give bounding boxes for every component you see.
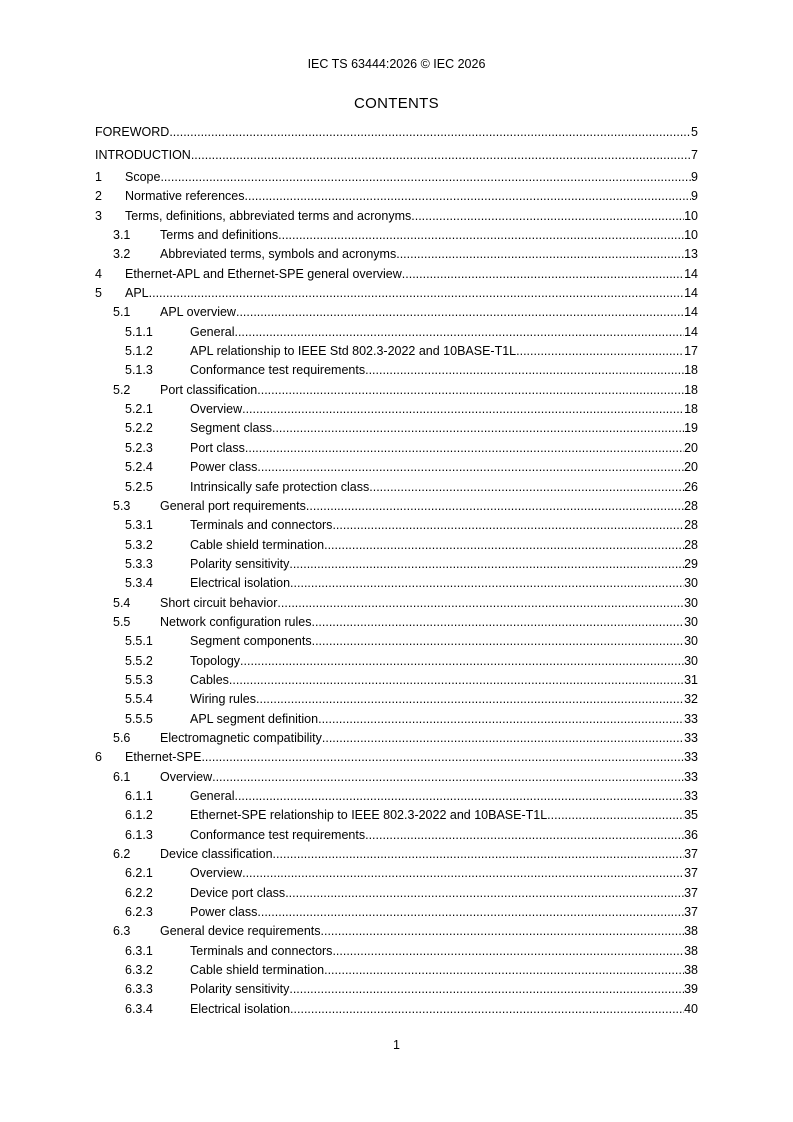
- toc-entry[interactable]: [95, 944, 698, 963]
- toc-entry-number: 6.3.1: [125, 943, 153, 958]
- toc-entry-number: 6.3.4: [125, 1001, 153, 1016]
- toc-entry-number: 6.2.2: [125, 885, 153, 900]
- toc-entry-page: 37: [684, 847, 698, 862]
- toc-entry-page: 28: [684, 537, 698, 552]
- toc-entry-number: 5.5.1: [125, 634, 153, 649]
- toc-entry-title: Wiring rules: [190, 692, 256, 707]
- toc-entry-number: 5.2.2: [125, 421, 153, 436]
- toc-entry-page: 20: [684, 460, 698, 475]
- toc-dot-leader: [322, 731, 684, 745]
- toc-entry[interactable]: [95, 576, 698, 595]
- toc-entry-page: 30: [684, 634, 698, 649]
- toc-entry-number: 5.6: [113, 730, 131, 745]
- toc-entry-title: Topology: [190, 653, 241, 668]
- toc-entry[interactable]: [95, 148, 698, 171]
- toc-entry-page: 37: [684, 885, 698, 900]
- toc-dot-leader: [402, 267, 684, 281]
- toc-entry-number: 4: [95, 266, 102, 281]
- toc-entry[interactable]: [95, 286, 698, 305]
- toc-entry[interactable]: [95, 538, 698, 557]
- toc-entry-title: Terms and definitions: [160, 228, 279, 243]
- toc-entry-title: Port classification: [160, 382, 258, 397]
- toc-entry-title: Abbreviated terms, symbols and acronyms: [160, 247, 397, 262]
- toc-entry-page: 37: [684, 866, 698, 881]
- toc-entry-number: 6.1.3: [125, 827, 153, 842]
- toc-entry[interactable]: [95, 189, 698, 208]
- toc-entry-number: 5.3.2: [125, 537, 153, 552]
- toc-dot-leader: [234, 789, 684, 803]
- toc-entry-title: Overview: [160, 769, 213, 784]
- toc-entry-title: Overview: [190, 866, 243, 881]
- toc-entry-number: 5.5.4: [125, 692, 153, 707]
- toc-entry-page: 35: [684, 808, 698, 823]
- toc-entry[interactable]: [95, 383, 698, 402]
- toc-entry-page: 28: [684, 498, 698, 513]
- toc-entry-page: 32: [684, 692, 698, 707]
- toc-entry[interactable]: [95, 460, 698, 479]
- toc-entry-page: 18: [684, 363, 698, 378]
- toc-entry-number: 5.2.3: [125, 440, 153, 455]
- toc-entry-page: 17: [684, 344, 698, 359]
- toc-entry-number: 5.1.2: [125, 344, 153, 359]
- toc-entry-number: 5: [95, 286, 102, 301]
- toc-entry[interactable]: [95, 770, 698, 789]
- toc-entry-number: 6.3.3: [125, 982, 153, 997]
- toc-entry-number: 3.2: [113, 247, 131, 262]
- toc-entry[interactable]: [95, 847, 698, 866]
- toc-entry-page: 29: [684, 556, 698, 571]
- toc-entry[interactable]: [95, 344, 698, 363]
- document-header: IEC TS 63444:2026 © IEC 2026: [307, 57, 486, 71]
- toc-entry-number: 6.2: [113, 847, 131, 862]
- toc-entry[interactable]: [95, 654, 698, 673]
- page-title: CONTENTS: [354, 95, 439, 112]
- toc-entry-title: Device port class: [190, 885, 286, 900]
- toc-entry-page: 39: [684, 982, 698, 997]
- toc-entry-number: 5.5.2: [125, 653, 153, 668]
- toc-entry-title: Cables: [190, 672, 229, 687]
- toc-entry-title: Ethernet-SPE relationship to IEEE 802.3-2022 and 10BASE-T1L: [190, 808, 548, 823]
- toc-entry-number: 5.1: [113, 305, 131, 320]
- toc-entry[interactable]: [95, 402, 698, 421]
- toc-entry-title: General: [190, 324, 235, 339]
- toc-dot-leader: [242, 866, 684, 880]
- toc-dot-leader: [278, 228, 684, 242]
- toc-dot-leader: [290, 1002, 684, 1016]
- toc-entry-page: 26: [684, 479, 698, 494]
- toc-entry[interactable]: [95, 596, 698, 615]
- toc-dot-leader: [332, 518, 684, 532]
- toc-entry-page: 38: [684, 924, 698, 939]
- toc-entry-title: Conformance test requirements: [190, 827, 366, 842]
- toc-entry-number: 5.2.5: [125, 479, 153, 494]
- toc-dot-leader: [516, 344, 684, 358]
- toc-entry[interactable]: [95, 557, 698, 576]
- toc-entry[interactable]: [95, 750, 698, 769]
- toc-entry-title: Ethernet-SPE: [125, 750, 202, 765]
- toc-entry-page: 7: [691, 147, 698, 162]
- toc-entry[interactable]: [95, 673, 698, 692]
- toc-entry-title: Terminals and connectors: [190, 943, 333, 958]
- toc-dot-leader: [290, 576, 684, 590]
- toc-entry[interactable]: [95, 305, 698, 324]
- toc-dot-leader: [324, 538, 684, 552]
- toc-entry-number: 5.2.1: [125, 402, 153, 417]
- toc-entry[interactable]: [95, 828, 698, 847]
- toc-entry-page: 33: [684, 789, 698, 803]
- toc-entry-page: 10: [684, 228, 698, 243]
- toc-entry-title: Segment components: [190, 634, 312, 649]
- toc-entry-number: 5.5.3: [125, 672, 153, 687]
- toc-entry-title: Terminals and connectors: [190, 518, 333, 533]
- toc-dot-leader: [321, 924, 685, 938]
- toc-dot-leader: [289, 557, 684, 571]
- toc-dot-leader: [277, 596, 684, 610]
- toc-dot-leader: [257, 905, 684, 919]
- toc-entry[interactable]: [95, 267, 698, 286]
- toc-entry-page: 30: [684, 614, 698, 629]
- toc-entry-title: Cable shield termination: [190, 537, 325, 552]
- toc-entry-number: 5.3: [113, 498, 131, 513]
- toc-entry-number: 5.1.3: [125, 363, 153, 378]
- toc-entry-page: 5: [691, 125, 698, 139]
- table-of-contents: [95, 125, 698, 1021]
- toc-entry-title: Polarity sensitivity: [190, 982, 290, 997]
- toc-entry-title: Power class: [190, 460, 258, 475]
- toc-dot-leader: [285, 886, 684, 900]
- toc-entry-number: 6.1.1: [125, 789, 153, 803]
- toc-dot-leader: [311, 615, 684, 629]
- toc-dot-leader: [369, 480, 684, 494]
- toc-dot-leader: [245, 441, 684, 455]
- toc-entry-page: 13: [684, 247, 698, 262]
- toc-dot-leader: [256, 692, 684, 706]
- toc-entry[interactable]: [95, 1002, 698, 1021]
- toc-entry-number: 5.3.1: [125, 518, 153, 533]
- toc-dot-leader: [365, 363, 684, 377]
- toc-entry-title: APL segment definition: [190, 711, 319, 726]
- toc-entry-title: Intrinsically safe protection class: [190, 479, 370, 494]
- toc-dot-leader: [257, 460, 684, 474]
- toc-entry-number: 6: [95, 750, 102, 765]
- toc-dot-leader: [365, 828, 684, 842]
- toc-entry-title: Electromagnetic compatibility: [160, 730, 322, 745]
- toc-entry-title: Polarity sensitivity: [190, 556, 290, 571]
- toc-entry-title: Short circuit behavior: [160, 595, 278, 610]
- toc-entry-page: 28: [684, 518, 698, 533]
- toc-dot-leader: [160, 170, 691, 184]
- toc-entry[interactable]: [95, 634, 698, 653]
- toc-entry[interactable]: [95, 808, 698, 827]
- toc-entry[interactable]: [95, 924, 698, 943]
- toc-entry-page: 33: [684, 711, 698, 726]
- toc-entry-page: 10: [684, 208, 698, 223]
- toc-entry-page: 30: [684, 595, 698, 610]
- toc-entry-title: APL overview: [160, 305, 236, 320]
- toc-dot-leader: [324, 963, 684, 977]
- toc-dot-leader: [245, 189, 692, 203]
- toc-entry-title: Electrical isolation: [190, 1001, 291, 1016]
- toc-entry-number: 5.5: [113, 614, 131, 629]
- toc-entry-title: Network configuration rules: [160, 614, 312, 629]
- toc-dot-leader: [547, 808, 684, 822]
- toc-entry-number: 6.1.2: [125, 808, 153, 823]
- toc-entry-page: 14: [684, 324, 698, 339]
- toc-dot-leader: [234, 325, 684, 339]
- toc-entry[interactable]: [95, 421, 698, 440]
- toc-entry-title: General port requirements: [160, 498, 306, 513]
- toc-dot-leader: [312, 634, 684, 648]
- toc-dot-leader: [318, 712, 684, 726]
- toc-entry-page: 33: [684, 769, 698, 784]
- toc-entry-title: Device classification: [160, 847, 273, 862]
- toc-entry-page: 9: [691, 189, 698, 204]
- toc-entry-title: APL: [125, 286, 149, 301]
- toc-entry-page: 40: [684, 1001, 698, 1016]
- toc-entry-page: 20: [684, 440, 698, 455]
- toc-entry-title: Port class: [190, 440, 245, 455]
- toc-entry-number: 2: [95, 189, 102, 204]
- toc-entry[interactable]: [95, 209, 698, 228]
- toc-entry[interactable]: [95, 692, 698, 711]
- toc-entry[interactable]: [95, 963, 698, 982]
- toc-entry-page: 30: [684, 576, 698, 591]
- toc-entry-page: 14: [684, 286, 698, 301]
- toc-entry-title: Normative references: [125, 189, 245, 204]
- toc-entry-number: 6.3.2: [125, 963, 153, 978]
- toc-entry[interactable]: [95, 518, 698, 537]
- toc-entry-title: Scope: [125, 170, 161, 184]
- page-number: 1: [393, 1038, 400, 1052]
- toc-entry[interactable]: [95, 712, 698, 731]
- toc-dot-leader: [242, 402, 684, 416]
- toc-entry[interactable]: [95, 905, 698, 924]
- toc-dot-leader: [289, 982, 684, 996]
- toc-entry-title: APL relationship to IEEE Std 802.3-2022 and 10BASE-T1L: [190, 344, 517, 359]
- toc-entry[interactable]: [95, 228, 698, 247]
- toc-entry-page: 33: [684, 730, 698, 745]
- toc-dot-leader: [240, 654, 684, 668]
- toc-entry-page: 9: [691, 170, 698, 184]
- toc-entry-number: 6.3: [113, 924, 131, 939]
- toc-entry-number: 6.2.3: [125, 905, 153, 920]
- toc-entry-number: 5.4: [113, 595, 131, 610]
- toc-entry-page: 19: [684, 421, 698, 436]
- toc-entry-number: 6.2.1: [125, 866, 153, 881]
- toc-dot-leader: [201, 750, 684, 764]
- toc-entry[interactable]: [95, 982, 698, 1001]
- toc-dot-leader: [411, 209, 684, 223]
- toc-entry[interactable]: [95, 789, 698, 808]
- toc-entry-title: Power class: [190, 905, 258, 920]
- toc-dot-leader: [257, 383, 684, 397]
- toc-entry-title: Segment class: [190, 421, 272, 436]
- toc-dot-leader: [191, 148, 691, 162]
- toc-entry-number: 5.1.1: [125, 324, 153, 339]
- toc-dot-leader: [149, 286, 684, 300]
- toc-dot-leader: [272, 421, 684, 435]
- toc-entry-number: 5.5.5: [125, 711, 153, 726]
- toc-entry[interactable]: [95, 125, 698, 148]
- toc-entry[interactable]: [95, 325, 698, 344]
- toc-entry-page: 14: [684, 266, 698, 281]
- toc-entry-title: Overview: [190, 402, 243, 417]
- toc-entry[interactable]: [95, 441, 698, 460]
- toc-entry[interactable]: [95, 731, 698, 750]
- toc-entry-page: 18: [684, 402, 698, 417]
- toc-entry-page: 30: [684, 653, 698, 668]
- toc-dot-leader: [236, 305, 684, 319]
- toc-dot-leader: [273, 847, 685, 861]
- toc-dot-leader: [332, 944, 684, 958]
- toc-entry-number: 5.2.4: [125, 460, 153, 475]
- toc-entry-page: 37: [684, 905, 698, 920]
- toc-entry[interactable]: [95, 886, 698, 905]
- toc-entry-title: FOREWORD: [95, 125, 170, 139]
- toc-dot-leader: [306, 499, 684, 513]
- toc-entry-page: 33: [684, 750, 698, 765]
- toc-entry-title: Cable shield termination: [190, 963, 325, 978]
- toc-entry-title: Terms, definitions, abbreviated terms and acronyms: [125, 208, 412, 223]
- toc-entry-number: 3.1: [113, 228, 131, 243]
- toc-entry-page: 31: [684, 672, 698, 687]
- toc-entry-title: General device requirements: [160, 924, 321, 939]
- toc-entry-number: 6.1: [113, 769, 131, 784]
- toc-entry-number: 1: [95, 170, 102, 184]
- toc-entry[interactable]: [95, 615, 698, 634]
- toc-entry-title: Ethernet-APL and Ethernet-SPE general overview: [125, 266, 402, 281]
- toc-entry-number: 5.3.3: [125, 556, 153, 571]
- toc-entry-number: 3: [95, 208, 102, 223]
- toc-dot-leader: [212, 770, 684, 784]
- toc-entry[interactable]: [95, 363, 698, 382]
- toc-dot-leader: [229, 673, 684, 687]
- toc-entry[interactable]: [95, 499, 698, 518]
- toc-entry-page: 36: [684, 827, 698, 842]
- toc-entry-title: Electrical isolation: [190, 576, 291, 591]
- toc-entry-number: 5.3.4: [125, 576, 153, 591]
- toc-entry[interactable]: [95, 866, 698, 885]
- toc-dot-leader: [169, 125, 691, 139]
- toc-entry[interactable]: [95, 247, 698, 266]
- toc-entry[interactable]: [95, 170, 698, 189]
- toc-entry-page: 38: [684, 963, 698, 978]
- toc-entry-number: 5.2: [113, 382, 131, 397]
- toc-entry[interactable]: [95, 480, 698, 499]
- toc-entry-title: Conformance test requirements: [190, 363, 366, 378]
- toc-entry-title: General: [190, 789, 235, 803]
- toc-entry-page: 38: [684, 943, 698, 958]
- toc-entry-title: INTRODUCTION: [95, 147, 191, 162]
- toc-entry-page: 18: [684, 382, 698, 397]
- toc-entry-page: 14: [684, 305, 698, 320]
- toc-dot-leader: [396, 247, 684, 261]
